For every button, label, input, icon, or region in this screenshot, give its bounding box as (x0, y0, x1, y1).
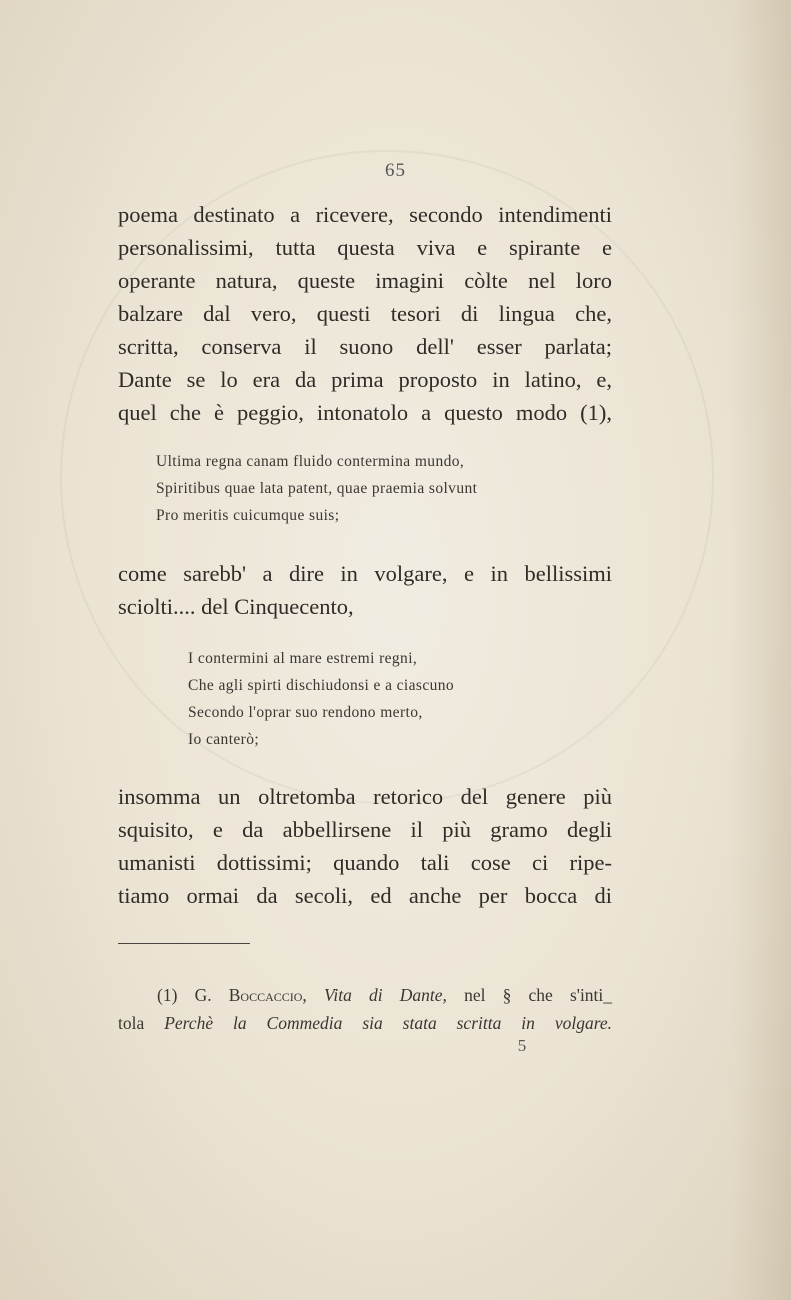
verse-line: Secondo l'oprar suo rendono merto, (188, 704, 423, 721)
text-line: sciolti.... del Cinquecento, (118, 594, 354, 619)
paragraph-3 (118, 780, 612, 912)
page-number: 65 (385, 160, 406, 181)
footnote-author: Boccaccio, (228, 985, 307, 1005)
text-line: umanisti dottissimi; quando tali cose ci ripe- (118, 850, 612, 875)
text-line: operante natura, queste imagini còlte nel loro (118, 268, 612, 293)
text-line: poema destinato a ricevere, secondo intendimenti (118, 202, 612, 227)
footnote-line-2 (118, 1009, 612, 1037)
verse-line: Ultima regna canam fluido contermina mundo, (156, 453, 465, 470)
text-line: Dante se lo era da prima proposto in latino, e, (118, 367, 612, 392)
page-edge-shadow (731, 0, 791, 1300)
footnote-text-2: tola (118, 1013, 145, 1033)
paragraph-2 (118, 557, 612, 623)
footnote-text (157, 981, 612, 1009)
footnote-text-1: nel § che s'inti_ (464, 985, 613, 1005)
verse-line: Io canterò; (188, 731, 260, 748)
footnote-work: Vita di Dante, (323, 985, 447, 1005)
text-line: squisito, e da abbellirsene il più gramo degli (118, 817, 612, 842)
italian-verse-quote (188, 645, 454, 753)
footnote-rule (118, 943, 250, 944)
footnote-text (118, 1009, 612, 1037)
text-line: balzare dal vero, questi tesori di lingua che, (118, 301, 612, 326)
footnote-marker: (1) G. (157, 985, 212, 1005)
paragraph-1 (118, 198, 612, 429)
verse-line: I contermini al mare estremi regni, (188, 650, 418, 667)
latin-verse-quote (156, 448, 477, 529)
text-line: scritta, conserva il suono dell' esser parlata; (118, 334, 612, 359)
text-line: quel che è peggio, intonatolo a questo modo (1), (118, 400, 612, 425)
text-line: personalissimi, tutta questa viva e spirante e (118, 235, 612, 260)
verse-line: Spiritibus quae lata patent, quae praemia solvunt (156, 480, 478, 497)
verse-line: Pro meritis cuicumque suis; (156, 507, 340, 524)
text-line: tiamo ormai da secoli, ed anche per bocca di (118, 883, 612, 908)
text-line: insomma un oltretomba retorico del genere più (118, 784, 612, 809)
footnote-title: Perchè la Commedia sia stata scritta in volgare. (164, 1013, 612, 1033)
text-line: come sarebb' a dire in volgare, e in bellissimi (118, 561, 612, 586)
verse-line: Che agli spirti dischiudonsi e a ciascuno (188, 677, 455, 694)
footnote-line-1 (157, 981, 612, 1009)
signature-mark: 5 (517, 1036, 527, 1055)
